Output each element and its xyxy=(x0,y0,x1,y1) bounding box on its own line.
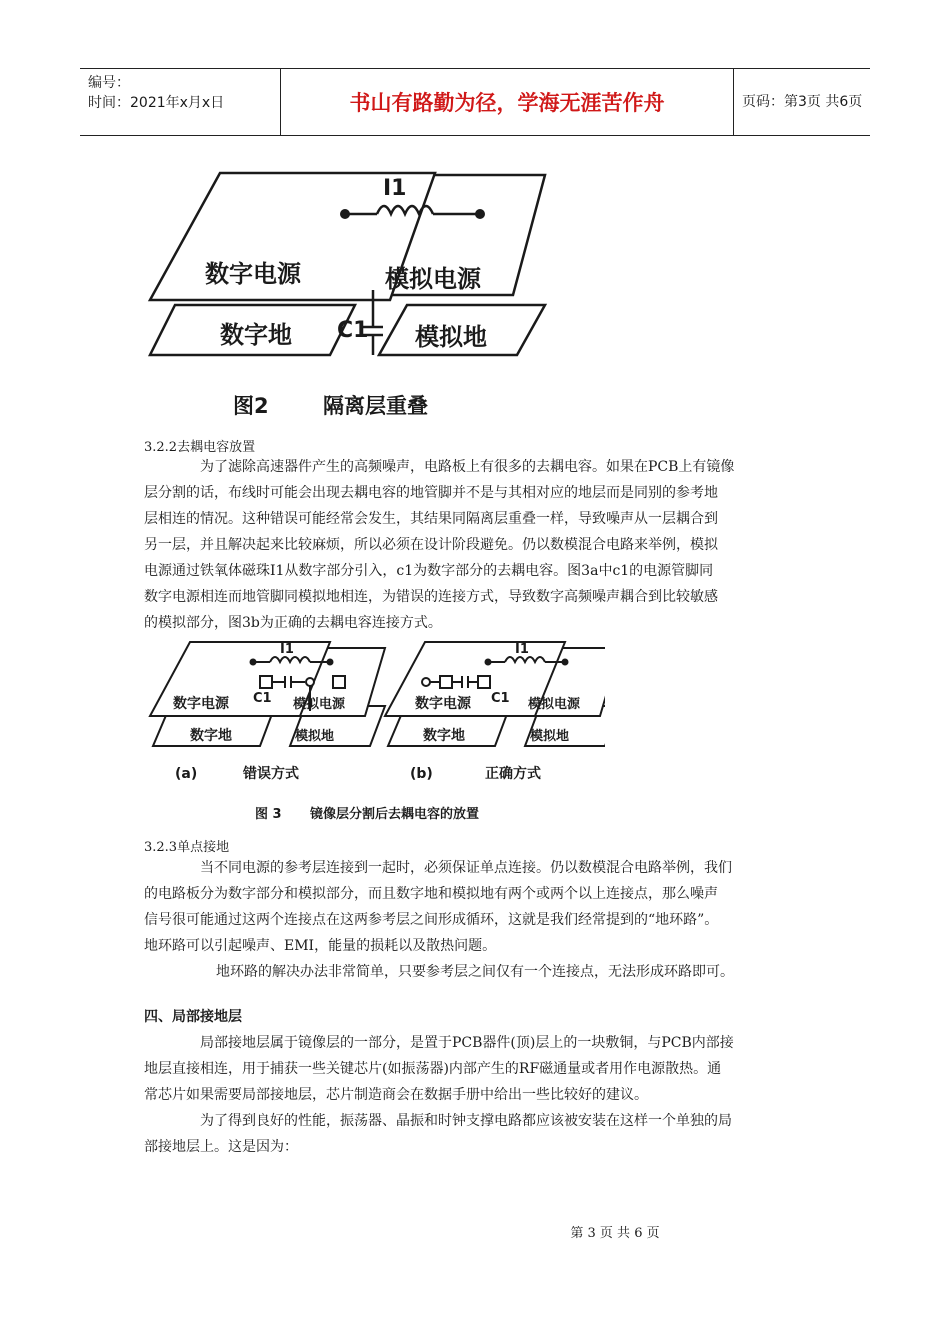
fig2-caption-text: 隔离层重叠 xyxy=(323,394,428,418)
figure-3 xyxy=(145,636,605,831)
fig3b-pad-left xyxy=(440,676,452,688)
figure-3-diagram xyxy=(145,636,605,831)
fig3-caption-text: 镜像层分割后去耦电容的放置 xyxy=(310,807,480,822)
section-4-title: 四、局部接地层 xyxy=(144,1009,242,1025)
fig3b-analog-power: 模拟电源 xyxy=(528,697,581,712)
para-line: 为了得到良好的性能，振荡器、晶振和时钟支撑电路都应该被安装在这样一个单独的局 xyxy=(200,1113,732,1129)
para-line: 地环路可以引起噪声、EMI，能量的损耗以及散热问题。 xyxy=(144,938,497,954)
header-page-label: 页码：第3页 共6页 xyxy=(742,94,863,110)
fig3a-pad-left xyxy=(260,676,272,688)
doc-time: 时间：2021年x月x日 xyxy=(88,95,225,111)
figure-2-diagram xyxy=(145,165,565,430)
para-line: 为了滤除高速器件产生的高频噪声，电路板上有很多的去耦电容。如果在PCB上有镜像 xyxy=(200,459,735,475)
para-line: 另一层，并且解决起来比较麻烦，所以必须在设计阶段避免。仍以数模混合电路来举例，模拟 xyxy=(144,537,718,553)
section-3-2-3-para xyxy=(144,855,806,985)
figure-2 xyxy=(145,165,565,430)
fig3b-inductor-label: I1 xyxy=(515,642,529,657)
section-3-2-3-title: 3.2.3单点接地 xyxy=(144,840,230,855)
fig3b-analog-ground: 模拟地 xyxy=(530,729,570,744)
inductor-terminal-left xyxy=(340,209,350,219)
fig3a-analog-power: 模拟电源 xyxy=(293,697,346,712)
fig3b-text: 正确方式 xyxy=(485,766,541,782)
doc-number: 编号： xyxy=(88,75,130,91)
fig3b-cap-label: C1 xyxy=(491,691,510,706)
fig3-caption-number: 图 3 xyxy=(255,807,282,822)
fig3b-label: (b) xyxy=(410,766,433,782)
header-slogan: 书山有路勤为径，学海无涯苦作舟 xyxy=(280,69,734,135)
fig3b-digital-power: 数字电源 xyxy=(415,696,471,712)
fig3a-via xyxy=(306,678,314,686)
page-footer: 第 3 页 共 6 页 xyxy=(570,1226,660,1241)
fig3b-pad-right xyxy=(478,676,490,688)
para-line: 层相连的情况。这种错误可能经常会发生，其结果同隔离层重叠一样，导致噪声从一层耦合到 xyxy=(144,511,718,527)
fig3b-via xyxy=(422,678,430,686)
page-header xyxy=(80,68,870,136)
fig3a-digital-power: 数字电源 xyxy=(173,696,229,712)
inductor-terminal-right xyxy=(475,209,485,219)
header-left xyxy=(88,73,224,113)
fig3a-label: (a) xyxy=(175,766,198,782)
section-3-2-2-para xyxy=(144,454,806,636)
para-line: 部接地层上。这是因为： xyxy=(144,1139,298,1155)
para-line: 数字电源相连而地管脚同模拟地相连，为错误的连接方式，导致数字高频噪声耦合到比较敏感 xyxy=(144,589,718,605)
fig3a-digital-ground: 数字地 xyxy=(190,728,232,744)
para-line: 当不同电源的参考层连接到一起时，必须保证单点连接。仍以数模混合电路举例，我们 xyxy=(200,860,732,876)
para-line: 的模拟部分，图3b为正确的去耦电容连接方式。 xyxy=(144,615,442,631)
fig2-inductor-label: I1 xyxy=(383,176,407,201)
fig3a-analog-ground: 模拟地 xyxy=(295,729,335,744)
section-3-2-2-title: 3.2.2去耦电容放置 xyxy=(144,440,256,455)
fig2-analog-power: 模拟电源 xyxy=(385,265,481,293)
fig2-caption-number: 图2 xyxy=(233,394,269,418)
fig3a-cap-label: C1 xyxy=(253,691,272,706)
fig3a-inductor-label: I1 xyxy=(280,642,294,657)
fig2-digital-power: 数字电源 xyxy=(205,260,301,288)
para-line: 地环路的解决办法非常简单，只要参考层之间仅有一个连接点，无法形成环路即可。 xyxy=(216,964,734,980)
para-line: 局部接地层属于镜像层的一部分，是置于PCB器件(顶)层上的一块敷铜，与PCB内部接 xyxy=(200,1035,734,1051)
fig3a-pad-right xyxy=(333,676,345,688)
fig2-digital-ground: 数字地 xyxy=(220,321,292,349)
fig2-analog-ground: 模拟地 xyxy=(415,323,487,351)
para-line: 常芯片如果需要局部接地层，芯片制造商会在数据手册中给出一些比较好的建议。 xyxy=(144,1087,648,1103)
para-line: 信号很可能通过这两个连接点在这两参考层之间形成循环，这就是我们经常提到的“地环路”。 xyxy=(144,912,719,928)
fig3a-text: 错误方式 xyxy=(243,766,299,782)
para-line: 地层直接相连，用于捕获一些关键芯片(如振荡器)内部产生的RF磁通量或者用作电源散热。通 xyxy=(144,1061,722,1077)
section-4-para xyxy=(144,1030,806,1160)
fig2-cap-label: C1 xyxy=(337,318,369,343)
para-line: 的电路板分为数字部分和模拟部分，而且数字地和模拟地有两个或两个以上连接点，那么噪声 xyxy=(144,886,718,902)
para-line: 电源通过铁氧体磁珠I1从数字部分引入，c1为数字部分的去耦电容。图3a中c1的电源管脚同 xyxy=(144,563,714,579)
para-line: 层分割的话，布线时可能会出现去耦电容的地管脚并不是与其相对应的地层而是同别的参考地 xyxy=(144,485,718,501)
fig3b-digital-ground: 数字地 xyxy=(423,728,465,744)
